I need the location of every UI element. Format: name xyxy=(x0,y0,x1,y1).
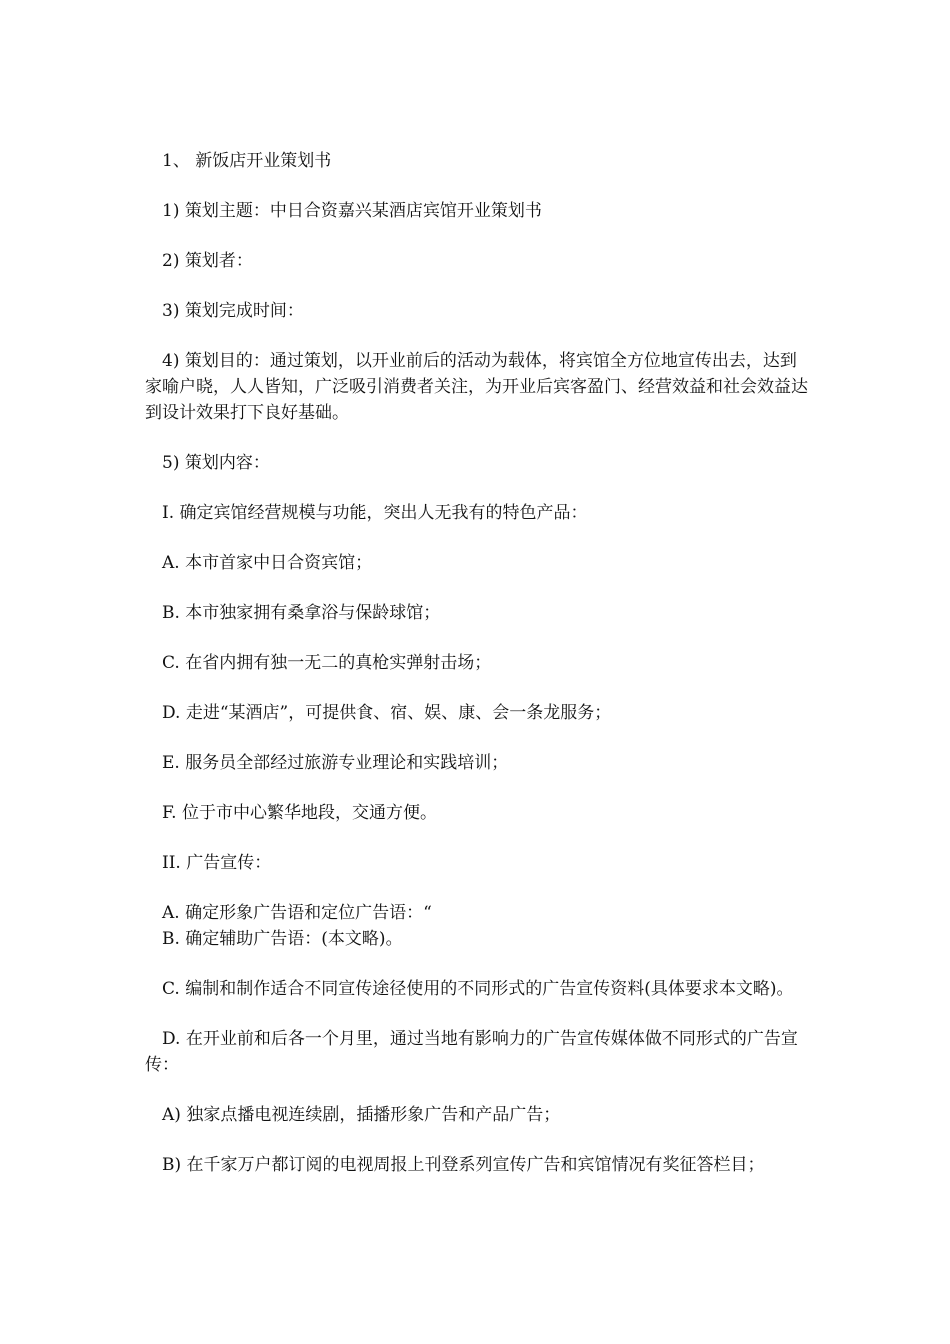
plan-content-heading: 5) 策划内容： xyxy=(162,453,270,473)
plan-purpose: 4) 策划目的：通过策划，以开业前后的活动为载体，将宾馆全方位地宣传出去，达到家喻户晓，人人皆知，广泛吸引消费者关注，为开业后宾客盈门、经营效益和社会效益达到设计效果打下良好基础。 xyxy=(145,351,808,423)
advertising-d: D. 在开业前和后各一个月里，通过当地有影响力的广告宣传媒体做不同形式的广告宣传： xyxy=(145,1029,798,1075)
plan-completion-time: 3) 策划完成时间： xyxy=(162,301,304,321)
advertising-b: B. 确定辅助广告语：(本文略)。 xyxy=(162,929,403,949)
feature-c: C. 在省内拥有独一无二的真枪实弹射击场； xyxy=(162,653,492,673)
plan-theme: 1) 策划主题：中日合资嘉兴某酒店宾馆开业策划书 xyxy=(162,201,542,221)
feature-b: B. 本市独家拥有桑拿浴与保龄球馆； xyxy=(162,603,441,623)
feature-a: A. 本市首家中日合资宾馆； xyxy=(162,553,373,573)
feature-d: D. 走进“某酒店”，可提供食、宿、娱、康、会一条龙服务； xyxy=(162,703,612,723)
advertising-c: C. 编制和制作适合不同宣传途径使用的不同形式的广告宣传资料(具体要求本文略)。 xyxy=(162,979,794,999)
media-a: A) 独家点播电视连续剧，插播形象广告和产品广告； xyxy=(162,1105,561,1125)
media-b: B) 在千家万户都订阅的电视周报上刊登系列宣传广告和宾馆情况有奖征答栏目； xyxy=(162,1155,765,1175)
section-ii-heading: II. 广告宣传： xyxy=(162,853,272,873)
section-i-heading: I. 确定宾馆经营规模与功能，突出人无我有的特色产品： xyxy=(162,503,588,523)
plan-author: 2) 策划者： xyxy=(162,251,253,271)
document-page xyxy=(145,148,810,1202)
feature-e: E. 服务员全部经过旅游专业理论和实践培训； xyxy=(162,753,509,773)
feature-f: F. 位于市中心繁华地段，交通方便。 xyxy=(162,803,437,823)
document-heading: 1、 新饭店开业策划书 xyxy=(162,151,332,171)
advertising-a: A. 确定形象广告语和定位广告语：“ xyxy=(162,903,432,923)
